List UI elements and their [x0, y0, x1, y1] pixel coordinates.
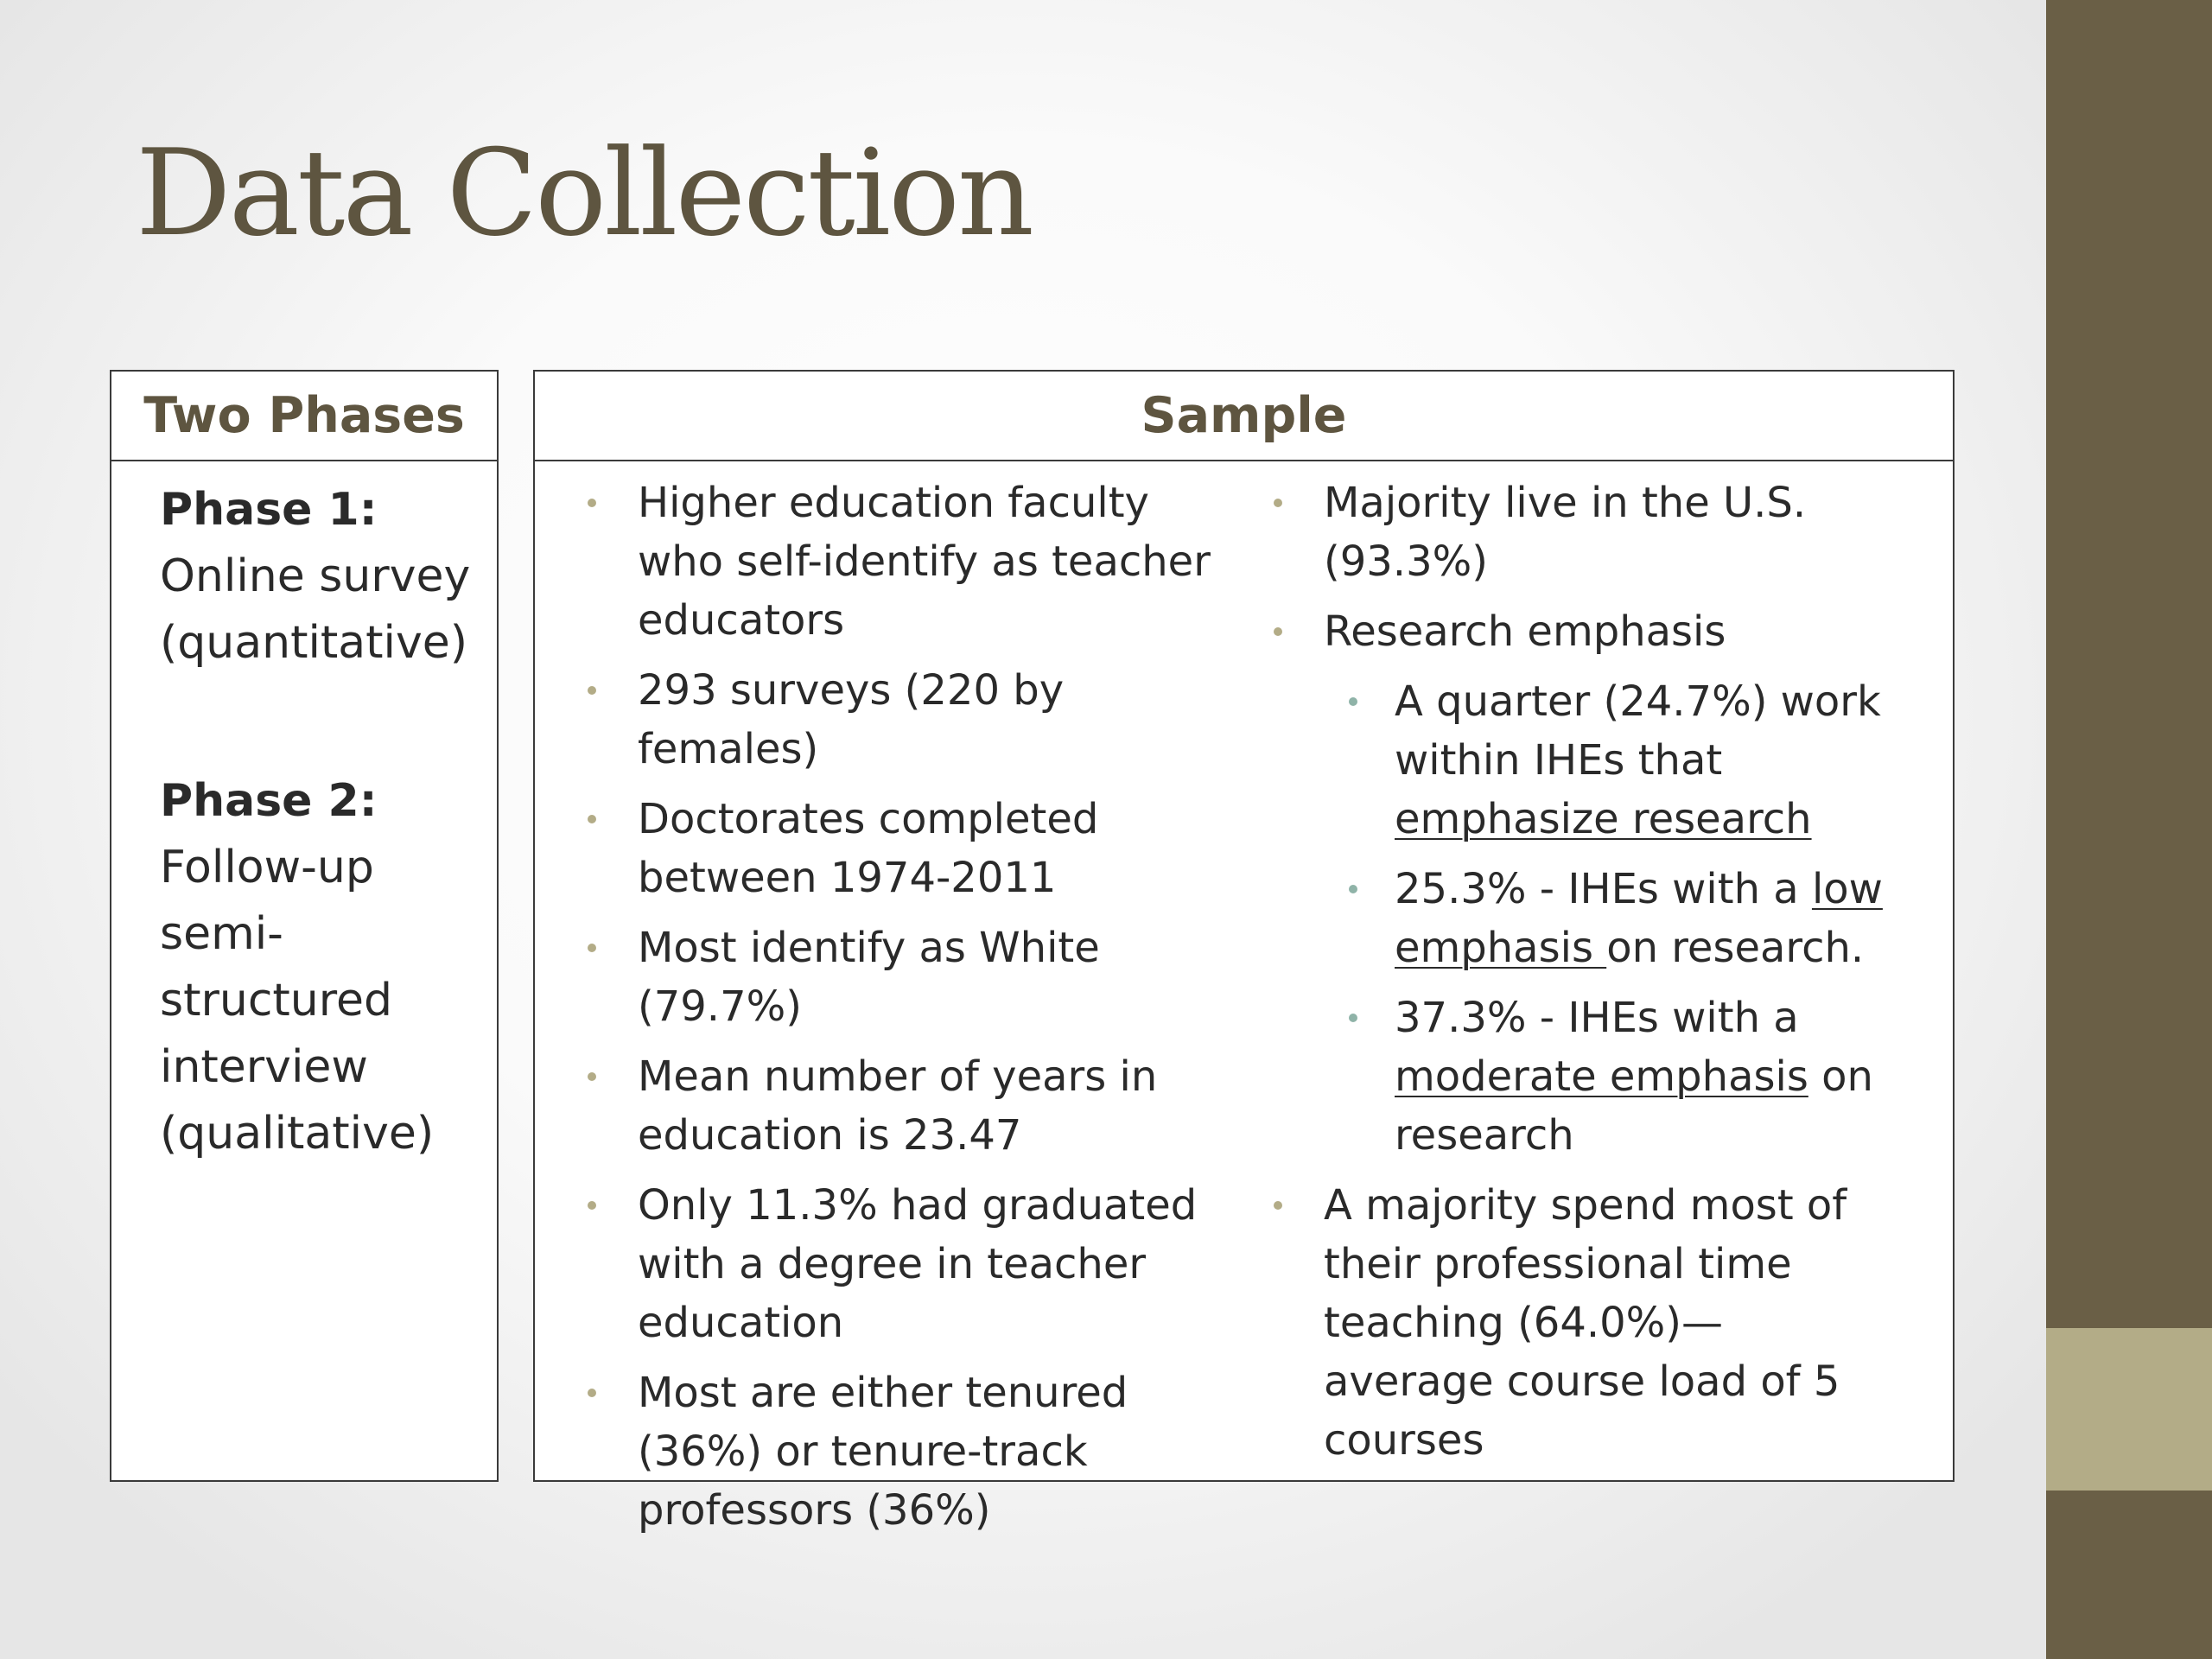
- phase-2-label: Phase 2:: [160, 775, 378, 827]
- sub-item-text: on research.: [1606, 924, 1865, 972]
- two-phases-header: Two Phases: [111, 372, 497, 461]
- sample-left-list: [583, 474, 1240, 1540]
- sample-right-list: [1269, 474, 1891, 1470]
- sample-header: Sample: [535, 372, 1953, 461]
- sub-item-underlined: low emphasis: [1395, 865, 1883, 972]
- sample-left-column: [583, 474, 1240, 1551]
- sample-box: [533, 370, 1955, 1535]
- research-emphasis-label: Research emphasis: [1324, 607, 1726, 656]
- sub-item-underlined: emphasize research: [1395, 795, 1812, 843]
- sub-list-item: [1324, 672, 1891, 849]
- list-item: Only 11.3% had graduated with a degree in teacher education: [583, 1176, 1240, 1352]
- list-item: Most identify as White (79.7%): [583, 918, 1240, 1036]
- sub-list-item: [1324, 988, 1891, 1165]
- phase-1-label: Phase 1:: [160, 484, 378, 536]
- list-item: A majority spend most of their professional time teaching (64.0%)—average course load of 5 courses: [1269, 1176, 1891, 1470]
- sub-item-text: 25.3% - IHEs with a: [1395, 865, 1812, 913]
- sub-item-text: on research: [1395, 1052, 1873, 1160]
- phase-1-text: Online survey (quantitative): [160, 550, 471, 669]
- sub-item-text: A quarter (24.7%) work within IHEs that: [1395, 677, 1881, 785]
- phase-2-text: Follow-up semi-structured interview (qualitative): [160, 842, 435, 1160]
- list-item: Mean number of years in education is 23.47: [583, 1047, 1240, 1165]
- list-item: Doctorates completed between 1974-2011: [583, 790, 1240, 907]
- sub-item-underlined: moderate emphasis: [1395, 1052, 1808, 1101]
- sub-item-text: 37.3% - IHEs with a: [1395, 994, 1799, 1042]
- list-item: Most are either tenured (36%) or tenure-track professors (36%): [583, 1363, 1240, 1540]
- two-phases-box: [110, 370, 499, 1482]
- research-emphasis-item: [1269, 602, 1891, 1165]
- research-emphasis-sublist: [1324, 672, 1891, 1165]
- list-item: Higher education faculty who self-identify as teacher educators: [583, 474, 1240, 650]
- slide-title: Data Collection: [136, 124, 1032, 263]
- phase-1: [160, 477, 488, 677]
- list-item: 293 surveys (220 by females): [583, 661, 1240, 779]
- phase-2: [160, 768, 435, 1167]
- sample-right-column: [1269, 474, 1891, 1481]
- decorative-accent-block: [2046, 1328, 2212, 1491]
- list-item: Majority live in the U.S. (93.3%): [1269, 474, 1891, 591]
- sub-list-item: [1324, 860, 1891, 977]
